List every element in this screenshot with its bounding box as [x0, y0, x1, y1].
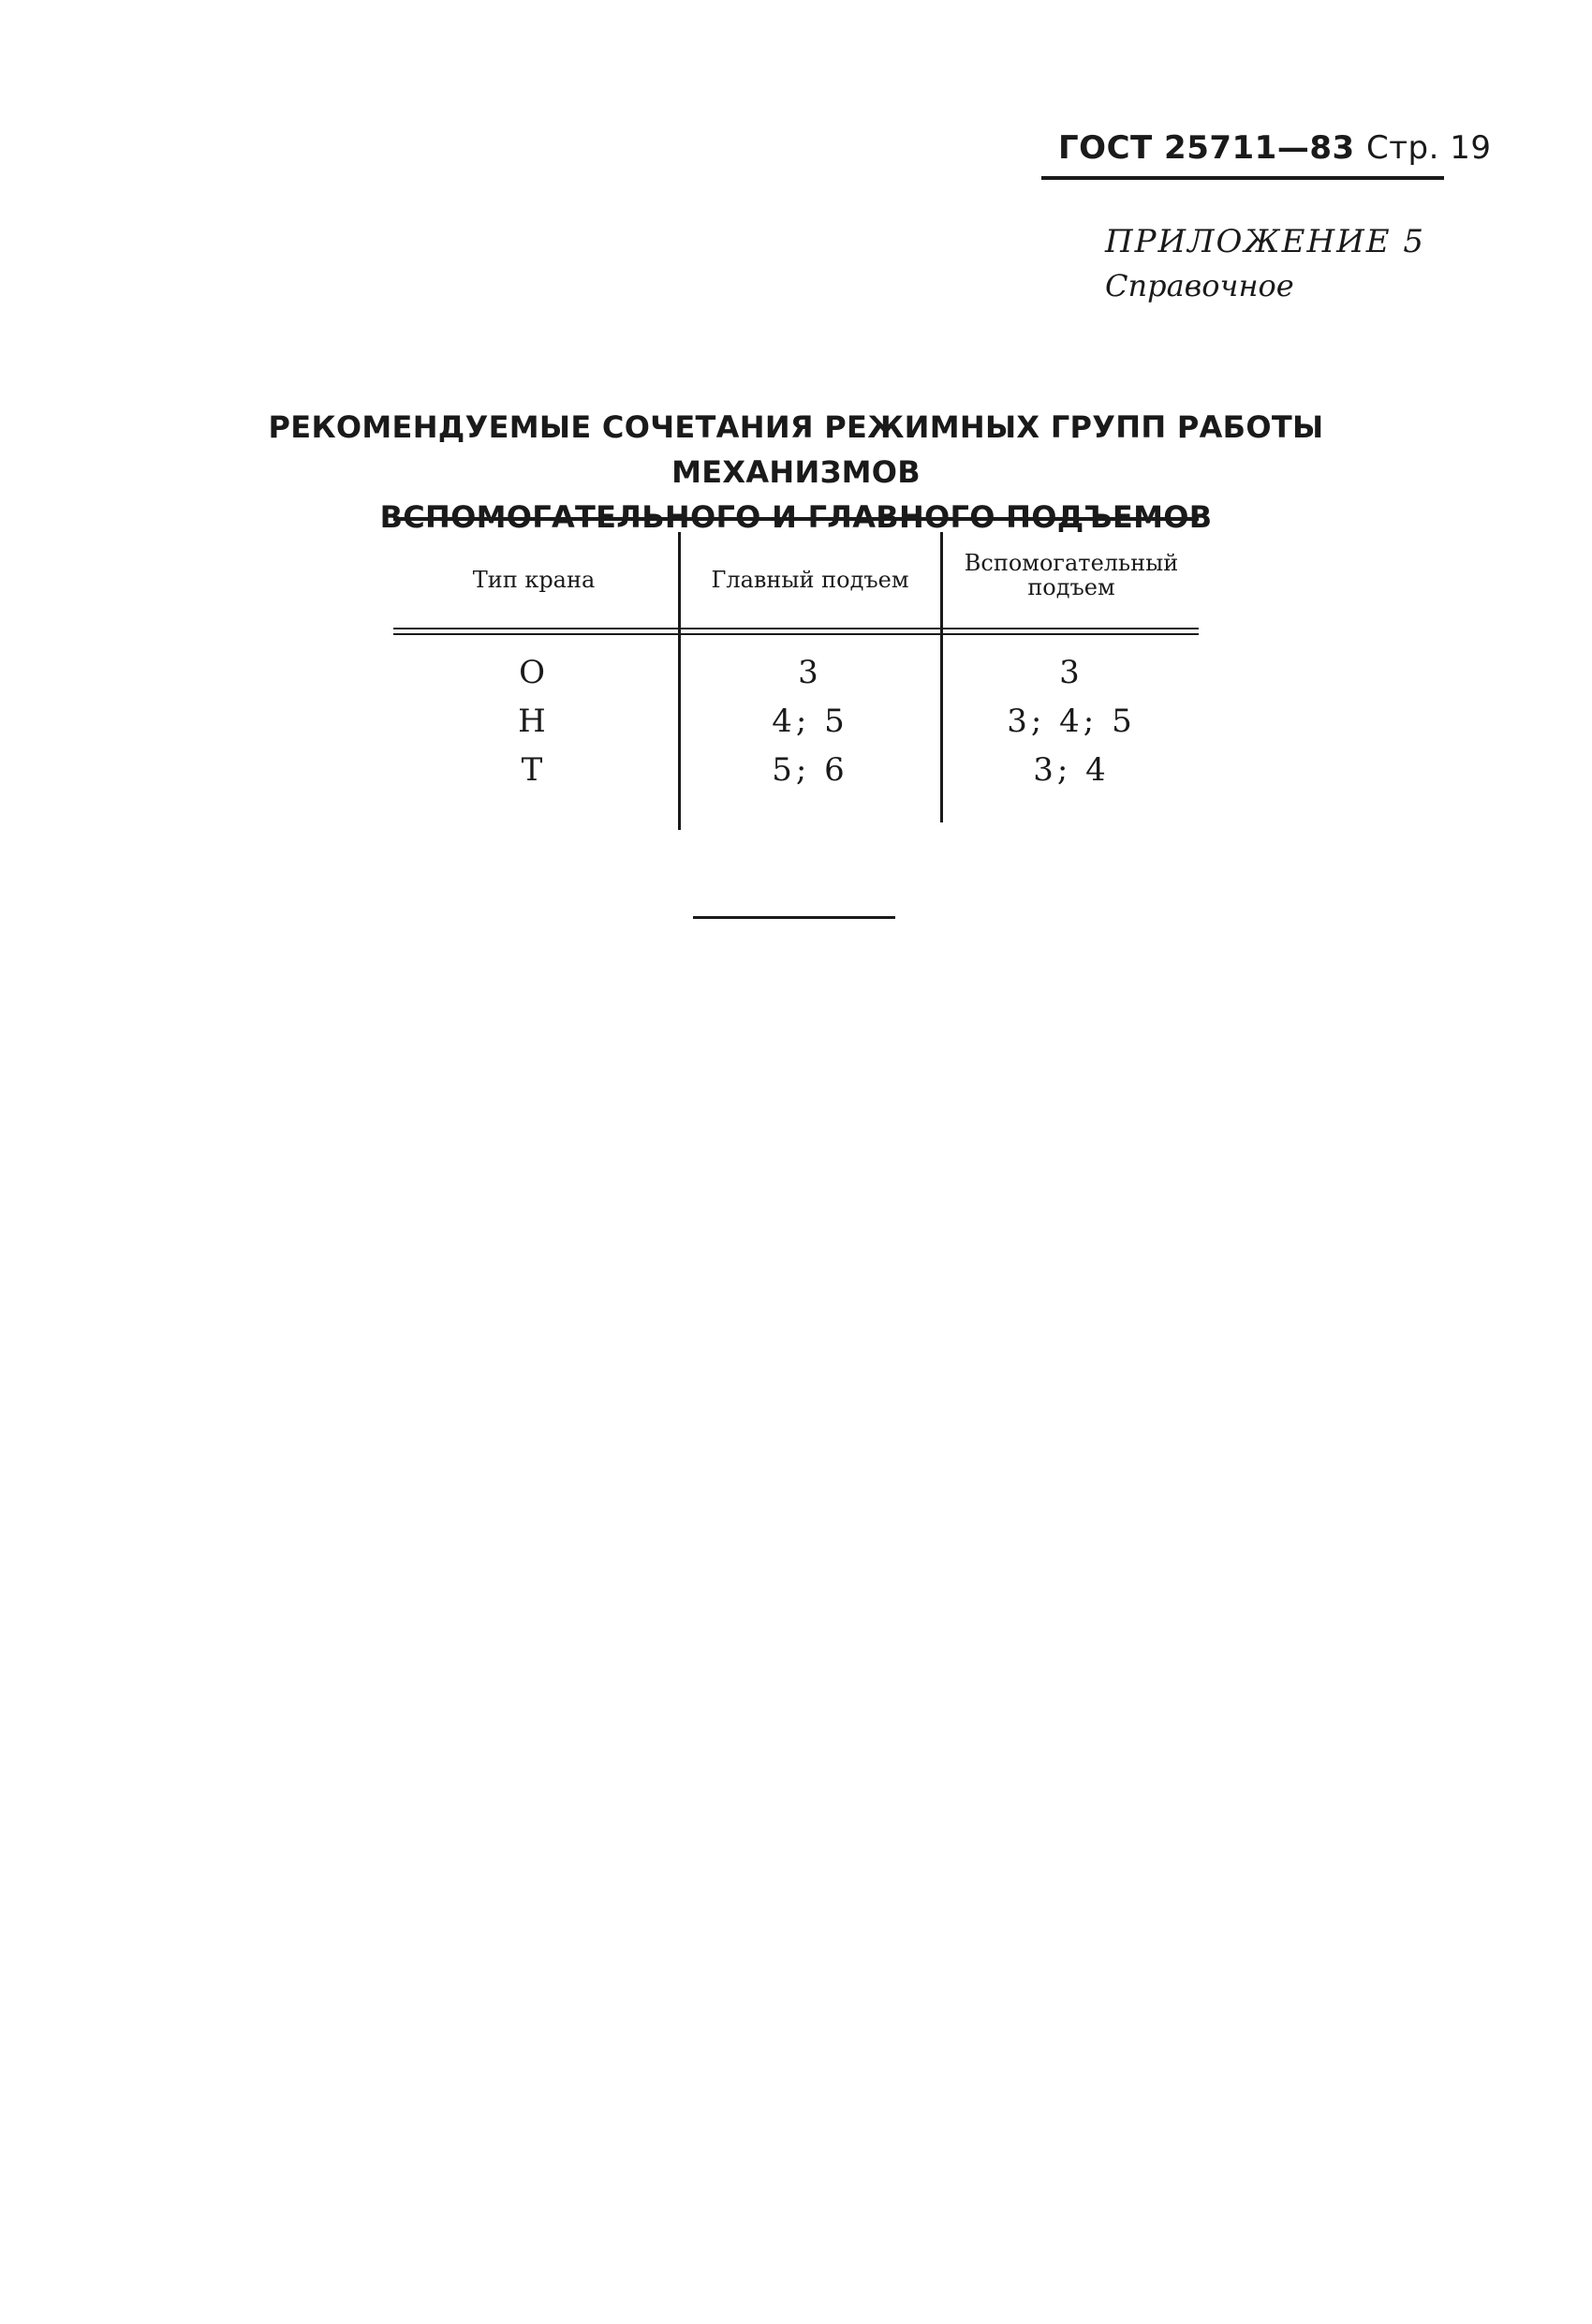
cell-main-hoist: 3 [798, 654, 822, 691]
table-top-rule [393, 517, 1199, 521]
cell-auxiliary-hoist: 3; 4 [1033, 751, 1110, 789]
table-row [393, 746, 1199, 794]
table-row [393, 697, 1199, 746]
cell-crane-type: Н [518, 703, 550, 740]
header-bottom-rule-double [393, 633, 1199, 635]
crane-modes-table [393, 517, 1199, 836]
cell-crane-type: О [519, 654, 549, 691]
cell-auxiliary-hoist: 3; 4; 5 [1007, 703, 1136, 740]
column-header-crane-type: Тип крана [472, 567, 596, 593]
title-line-1: РЕКОМЕНДУЕМЫЕ СОЧЕТАНИЯ РЕЖИМНЫХ ГРУПП РАБОТЫ МЕХАНИЗМОВ [268, 409, 1324, 490]
table-row [393, 648, 1199, 697]
header-bottom-rule [393, 628, 1199, 629]
column-header-auxiliary-hoist: Вспомогательный подъем [964, 550, 1179, 600]
appendix-label: ПРИЛОЖЕНИЕ 5 [1105, 223, 1426, 260]
cell-crane-type: Т [521, 751, 547, 789]
end-of-section-rule [693, 916, 895, 919]
header-rule [1041, 176, 1444, 180]
column-header-main-hoist: Главный подъем [711, 567, 909, 593]
appendix-kind: Справочное [1105, 268, 1294, 303]
page-header [1058, 129, 1492, 167]
cell-auxiliary-hoist: 3 [1059, 654, 1083, 691]
page-number: Стр. 19 [1366, 129, 1492, 167]
cell-main-hoist: 5; 6 [772, 751, 848, 789]
cell-main-hoist: 4; 5 [772, 703, 848, 740]
title-line-2: ВСПОМОГАТЕЛЬНОГО И ГЛАВНОГО ПОДЪЕМОВ [379, 499, 1213, 535]
standard-code: ГОСТ 25711—83 [1058, 129, 1355, 167]
